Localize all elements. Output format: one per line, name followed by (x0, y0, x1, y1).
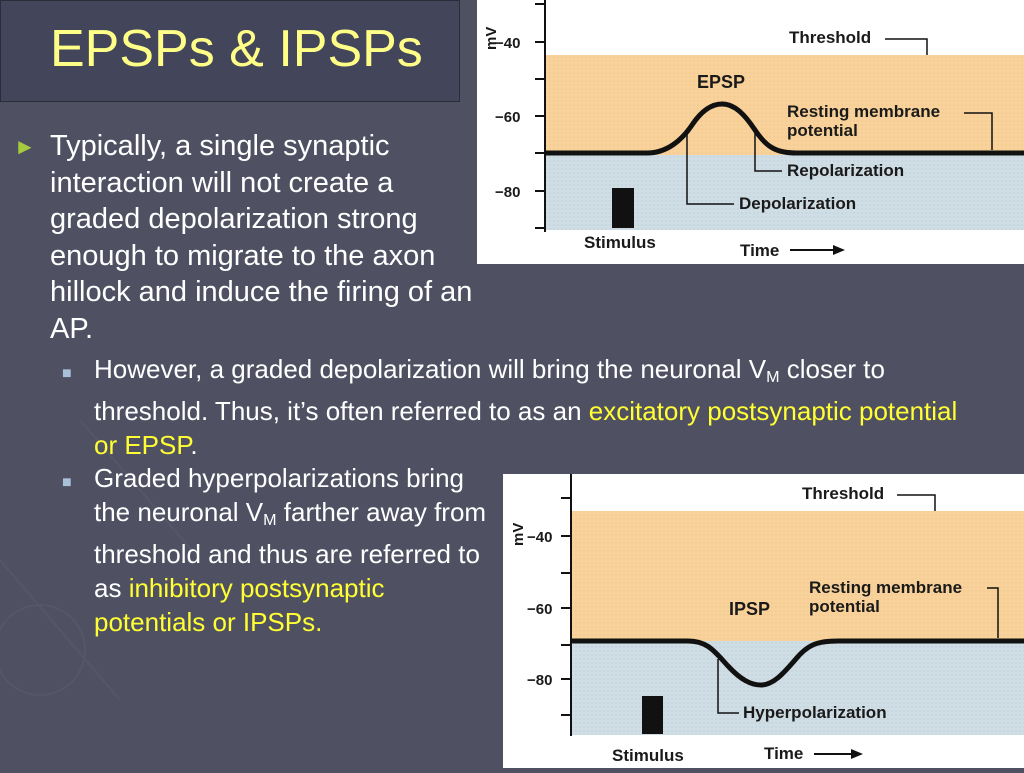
square-bullet-icon: ■ (62, 365, 72, 382)
time-label: Time (764, 744, 804, 763)
hyperpolarization-label: Hyperpolarization (743, 703, 887, 722)
sub-bullet-epsp-text (94, 352, 982, 462)
text-span: . (190, 430, 198, 460)
time-arrow-icon (814, 749, 863, 759)
stimulus-marker (612, 188, 634, 228)
sub-bullet-ipsp-text (94, 461, 502, 639)
resting-label-line1: Resting membrane (787, 102, 941, 121)
tick-label: −60 (527, 601, 553, 618)
y-unit-label: mV (510, 522, 527, 546)
subscript-m: M (766, 368, 780, 386)
text-span: farther away from threshold and thus are referred to as (94, 497, 487, 603)
subscript-m: M (263, 511, 277, 529)
resting-label-line1: Resting membrane (809, 578, 963, 597)
above-rest-band (545, 55, 1024, 155)
tick-label: −40 (495, 35, 521, 52)
text-span: closer to threshold. Thus, it’s often referred to as an (94, 354, 885, 426)
sub-bullet-ipsp (62, 461, 502, 639)
sub-bullet-epsp (62, 352, 982, 462)
main-bullet-text: Typically, a single synaptic interaction will not create a graded depolarization strong enough to migrate to the axon hillock and induce the firing of an AP. (50, 130, 473, 345)
resting-label-line2: potential (787, 121, 858, 140)
tick-label: −60 (495, 109, 521, 126)
time-label: Time (740, 241, 780, 260)
resting-label-line2: potential (809, 597, 880, 616)
text-span: However, a graded depolarization will bring the neuronal V (94, 354, 767, 384)
epsp-highlight: excitatory postsynaptic potential or EPSP (94, 396, 958, 460)
ipsp-label: IPSP (729, 599, 771, 619)
time-arrow-icon (790, 245, 845, 255)
tick-label: −40 (527, 529, 553, 546)
arrow-bullet-icon: ► (14, 134, 36, 159)
stimulus-marker (642, 696, 663, 734)
main-bullet (14, 128, 474, 347)
above-rest-band (571, 511, 1024, 641)
threshold-label: Threshold (789, 28, 872, 47)
stimulus-label: Stimulus (584, 233, 656, 252)
text-span: Graded hyperpolarizations bring the neuronal V (94, 463, 464, 527)
stimulus-label: Stimulus (612, 746, 684, 765)
title-box (0, 0, 460, 102)
y-unit-label: mV (483, 26, 500, 50)
repolarization-label: Repolarization (787, 161, 905, 180)
threshold-label: Threshold (802, 484, 885, 503)
depolarization-label: Depolarization (739, 194, 857, 213)
square-bullet-icon: ■ (62, 474, 72, 491)
tick-label: −80 (495, 184, 521, 201)
tick-label: −80 (527, 672, 553, 689)
epsp-figure (477, 0, 1024, 264)
ipsp-highlight: inhibitory postsynaptic potentials or IPSPs. (94, 573, 385, 637)
ipsp-figure (503, 474, 1024, 768)
slide-title: EPSPs & IPSPs (50, 20, 423, 78)
epsp-label: EPSP (697, 72, 746, 92)
